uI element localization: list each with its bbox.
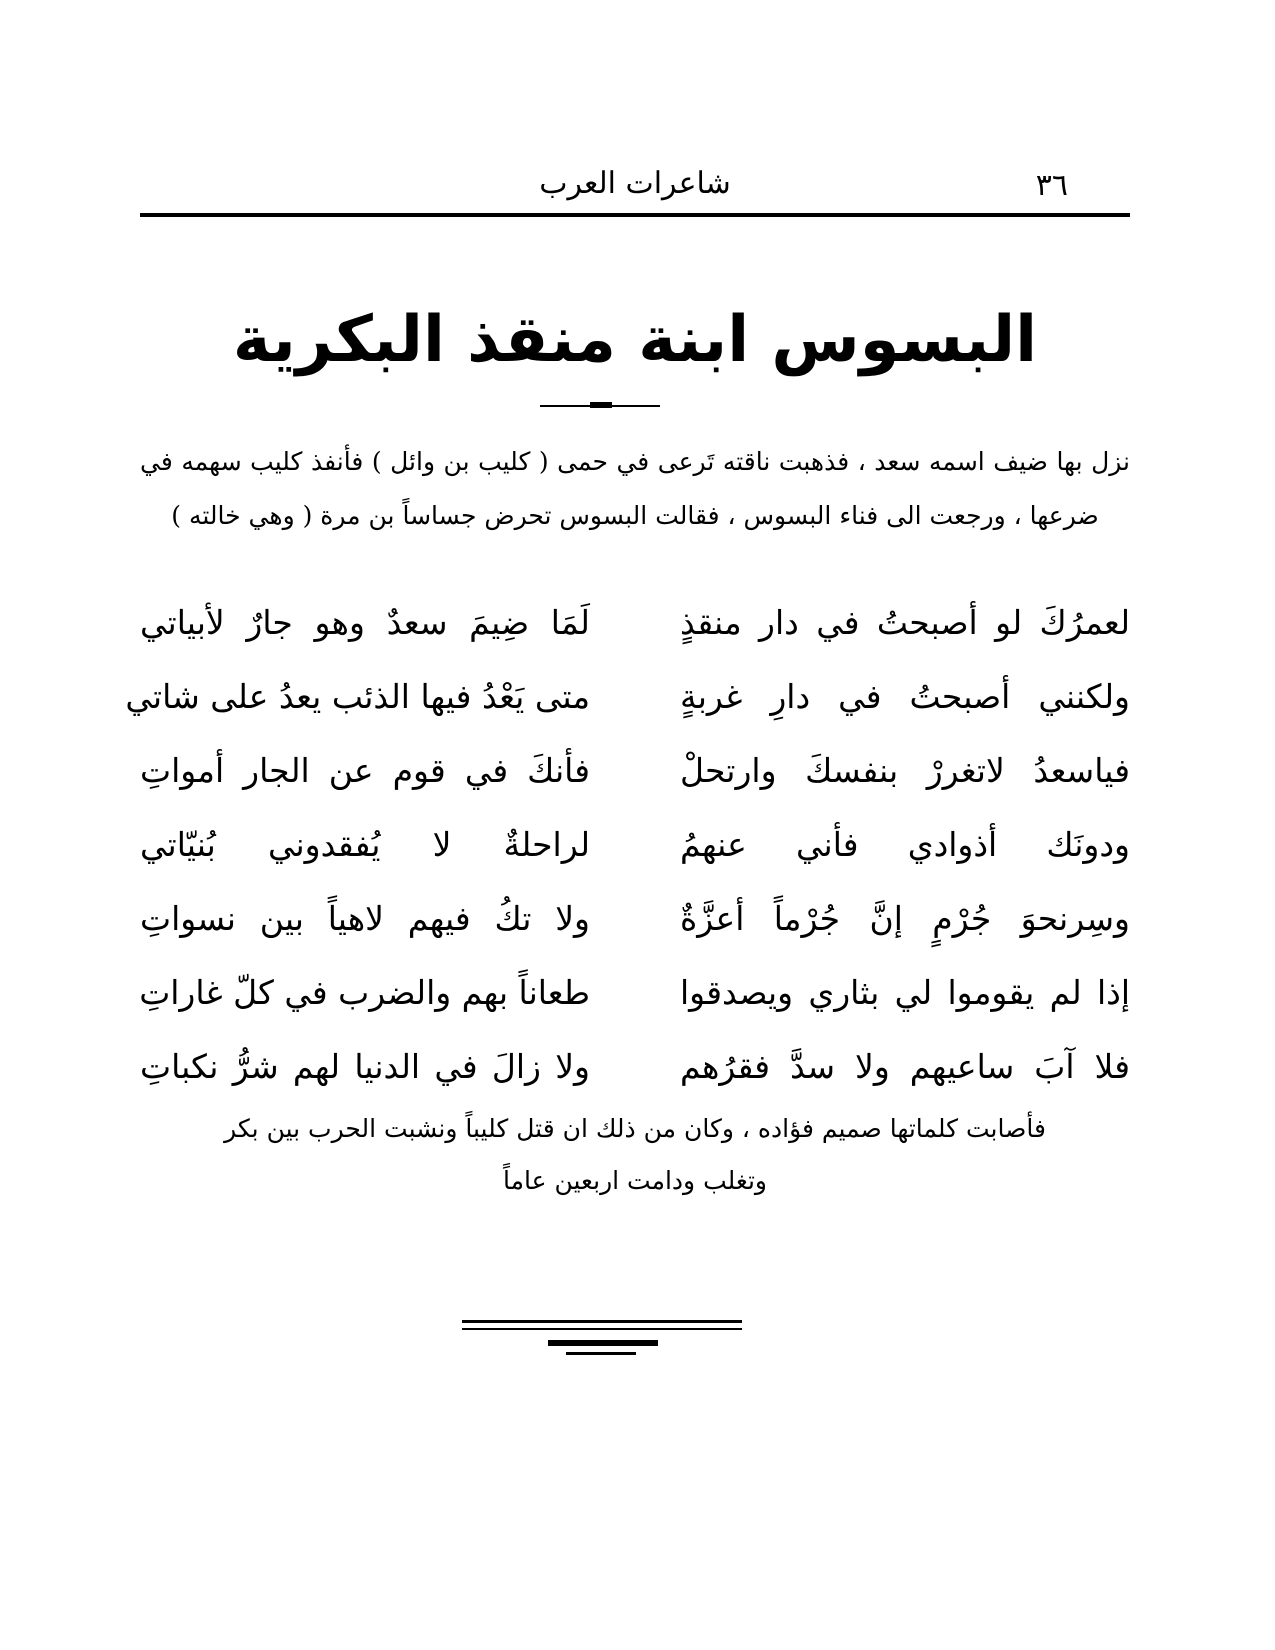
- title-ornament-dot: [590, 402, 612, 408]
- verse-first-hemistich: فياسعدُ لاتغررْ بنفسكَ وارتحلْ: [680, 750, 1130, 790]
- verse-first-hemistich: لعمرُكَ لو أصبحتُ في دار منقذٍ: [680, 602, 1130, 642]
- book-title: شاعرات العرب: [539, 166, 731, 201]
- verse-first-hemistich: إذا لم يقوموا لي بثاري ويصدقوا: [680, 972, 1130, 1012]
- verse-second-hemistich: ولا تكُ فيهم لاهياً بين نسواتِ: [140, 898, 590, 938]
- verse: [140, 733, 1130, 807]
- verse-second-hemistich: ولا زالَ في الدنيا لهم شرُّ نكباتِ: [140, 1046, 590, 1086]
- verse-second-hemistich: لراحلةٌ لا يُفقدوني بُنيّاتي: [140, 824, 590, 864]
- verse: [140, 807, 1130, 881]
- poem: [125, 585, 1130, 1103]
- poem-title: البسوس ابنة منقذ البكرية: [232, 303, 1038, 377]
- verse-first-hemistich: ولكنني أصبحتُ في دارِ غربةٍ: [680, 676, 1130, 716]
- intro-paragraph: نزل بها ضيف اسمه سعد ، فذهبت ناقته تَرعى في حمى ( كليب بن وائل ) فأنفذ كليب سهمه في ضرعها ، ورجعت الى فناء البسوس ، فقالت البسوس تحرض جساساً بن مرة ( وهي خالته ): [140, 447, 1130, 530]
- verse-second-hemistich: طعاناً بهم والضرب في كلّ غاراتِ: [139, 972, 590, 1012]
- end-ornament-rule: [462, 1328, 742, 1330]
- closing-paragraph: فأصابت كلماتها صميم فؤاده ، وكان من ذلك ان قتل كليباً ونشبت الحرب بين بكر وتغلب ودامت اربعين عاماً: [224, 1114, 1046, 1195]
- end-ornament-rule: [566, 1352, 636, 1355]
- page-number: ٣٦: [1035, 168, 1068, 203]
- header-rule: [140, 213, 1130, 217]
- verse: [125, 659, 1130, 733]
- verse-first-hemistich: ودونَك أذوادي فأني عنهمُ: [680, 824, 1130, 864]
- verse-second-hemistich: متى يَعْدُ فيها الذئب يعدُ على شاتي: [125, 676, 590, 716]
- verse: [140, 955, 1130, 1029]
- verse-second-hemistich: لَمَا ضِيمَ سعدٌ وهو جارٌ لأبياتي: [140, 602, 590, 642]
- verse: [140, 881, 1130, 955]
- verse-second-hemistich: فأنكَ في قوم عن الجار أمواتِ: [140, 750, 590, 790]
- verse: [140, 585, 1130, 659]
- verse: [140, 1029, 1130, 1103]
- verse-first-hemistich: فلا آبَ ساعيهم ولا سدَّ فقرُهم: [680, 1046, 1130, 1086]
- running-header: [140, 160, 1130, 210]
- end-ornament-rule: [548, 1340, 658, 1346]
- verse-first-hemistich: وسِرنحوَ جُرْمٍ إنَّ جُرْماً أعزَّةٌ: [680, 898, 1130, 938]
- end-ornament-rule: [462, 1320, 742, 1323]
